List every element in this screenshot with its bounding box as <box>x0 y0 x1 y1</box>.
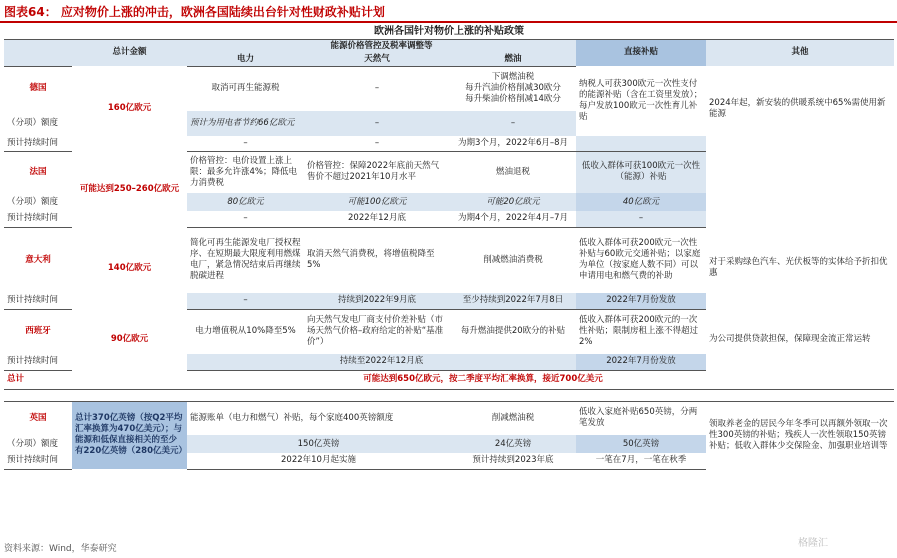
germany-fuel: 下调燃油税 每升汽油价格削减30欧分 每升柴油价格削减14欧分 <box>465 72 561 105</box>
spain-country: 西班牙 <box>25 326 51 337</box>
spain-fuel: 每升燃油提供20欧分的补贴 <box>460 326 566 337</box>
germany-duration-fuel: 为期3个月，2022年6月–8月 <box>450 136 576 151</box>
italy-gas: 取消天然气消费税，将增值税降至5% <box>307 249 435 271</box>
italy-country: 意大利 <box>25 254 51 265</box>
italy-fuel: 削减燃油消费税 <box>483 254 543 265</box>
header-energy-group: 能源价格管控及税率调整等 <box>187 39 576 53</box>
france-duration-elec: – <box>187 211 304 227</box>
header-row-1 <box>4 39 894 53</box>
germany-elec: 取消可再生能源税 <box>211 83 280 94</box>
germany-row <box>4 66 894 111</box>
spain-other: 为公司提供贷款担保，保障现金流正常运转 <box>709 334 871 344</box>
header-other: 其他 <box>706 39 894 66</box>
germany-total: 160亿欧元 <box>107 103 152 113</box>
france-country: 法国 <box>29 166 47 177</box>
uk-amount-label: （分项）额度 <box>7 438 59 449</box>
germany-duration-label: 预计持续时间 <box>4 136 72 151</box>
watermark-logo: 格隆汇 <box>798 538 828 549</box>
france-total: 可能达到250–260亿欧元 <box>79 183 180 194</box>
subsidy-policy-table <box>4 24 894 470</box>
italy-row <box>4 227 894 293</box>
uk-total: 总计370亿英镑（按Q2平均汇率换算为470亿美元）；与能源和低保直接相关的至少有220亿英镑（280亿美元） <box>72 401 187 469</box>
uk-fuel: 削减燃油税 <box>450 401 576 435</box>
germany-amount-elec: 预计为用电者节约66亿欧元 <box>187 111 304 136</box>
header-gas: 天然气 <box>304 53 450 67</box>
spain-duration-energy: 持续至2022年12月底 <box>187 354 576 370</box>
france-duration-gas: 2022年12月底 <box>304 211 450 227</box>
germany-amount-fuel: – <box>450 111 576 136</box>
france-duration-fuel: 为期4个月，2022年4月–7月 <box>450 211 576 227</box>
table-title: 欧洲各国针对物价上涨的补贴政策 <box>374 25 525 37</box>
france-amount-elec: 80亿欧元 <box>187 193 304 211</box>
germany-direct: 纳税人可获300欧元一次性支付的能源补贴（含在工资里发放）；每户发放100欧元一次性育儿补贴 <box>579 79 703 122</box>
spain-row <box>4 309 894 354</box>
header-electricity: 电力 <box>187 53 304 67</box>
source-note: 资料来源：Wind，华泰研究 <box>4 544 117 554</box>
uk-duration-direct: 一笔在7月，一笔在秋季 <box>576 453 706 469</box>
header-direct-subsidy: 直接补贴 <box>576 39 706 66</box>
uk-duration-label: 预计持续时间 <box>4 453 72 469</box>
germany-other: 2024年起，新安装的供暖系统中65%需使用新能源 <box>709 97 886 119</box>
germany-amount-gas: – <box>304 111 450 136</box>
spain-direct: 低收入群体可获200欧元的一次性补贴；限制房租上涨不得超过2% <box>579 315 699 348</box>
summary-row <box>4 370 894 389</box>
summary-label: 总计 <box>4 370 72 389</box>
france-row <box>4 151 894 193</box>
uk-amount-direct: 50亿英镑 <box>576 435 706 453</box>
france-gas: 价格管控：保障2022年底前天然气售价不超过2021年10月水平 <box>307 161 440 183</box>
germany-gas: – <box>374 83 380 94</box>
italy-direct: 低收入群体可获200欧元一次性补贴与60欧元交通补贴；以家庭为单位（按家庭人数不同）可以申请用电和燃气费的补助 <box>579 238 701 282</box>
spacer-row <box>4 389 894 401</box>
table-title-row <box>4 24 894 39</box>
spain-total: 90亿欧元 <box>110 334 149 344</box>
uk-other: 领取养老金的居民今年冬季可以再额外领取一次性300英镑的补贴；残疾人一次性领取150英镑补贴；低收入群体少交保险金、加强职业培训等 <box>706 401 894 469</box>
germany-duration-elec: – <box>187 136 304 151</box>
germany-amount-label: （分项）额度 <box>7 118 59 128</box>
france-duration-direct: – <box>576 211 706 227</box>
italy-duration-direct: 2022年7月份发放 <box>576 293 706 309</box>
france-amount-fuel: 可能20亿欧元 <box>450 193 576 211</box>
figure-title: 图表64： 应对物价上涨的冲击，欧洲各国陆续出台针对性财政补贴计划 <box>4 5 385 19</box>
france-amount-label: （分项）额度 <box>7 196 59 207</box>
spain-elec: 电力增值税从10%降至5% <box>195 326 296 337</box>
header-total-amount: 总计金额 <box>72 39 187 66</box>
header-divider <box>0 21 897 23</box>
uk-duration-elec-gas: 2022年10月起实施 <box>187 453 450 469</box>
uk-amount-elec-gas: 150亿英镑 <box>187 435 450 453</box>
summary-value: 可能达到650亿欧元，按二季度平均汇率换算，接近700亿美元 <box>72 370 894 389</box>
figure-header <box>0 0 897 22</box>
france-elec: 价格管控：电价设置上涨上限：最多允许涨4%；降低电力消费税 <box>190 155 297 188</box>
france-duration-label: 预计持续时间 <box>4 211 72 227</box>
italy-duration-gas: 持续到2022年9月底 <box>304 293 450 309</box>
italy-elec: 简化可再生能源发电厂授权程序、在短期最大限度利用燃煤电厂，紧急情况结束后再继续脱碳进程 <box>190 238 301 282</box>
france-direct: 低收入群体可获100欧元一次性（能源）补贴 <box>576 151 706 193</box>
italy-total: 140亿欧元 <box>107 262 152 273</box>
germany-duration-gas: – <box>304 136 450 151</box>
germany-country: 德国 <box>29 83 47 94</box>
italy-other: 对于采购绿色汽车、光伏板等的实体给予折扣优惠 <box>709 257 888 278</box>
uk-country: 英国 <box>4 401 72 435</box>
uk-amount-fuel: 24亿英镑 <box>450 435 576 453</box>
spain-duration-label: 预计持续时间 <box>4 354 72 370</box>
spain-duration-direct: 2022年7月份发放 <box>576 354 706 370</box>
spain-gas: 向天然气发电厂商支付价差补贴（市场天然气价格–政府给定的补贴“基准价”） <box>307 315 444 348</box>
italy-duration-fuel: 至少持续到2022年7月8日 <box>450 293 576 309</box>
france-amount-direct: 40亿欧元 <box>576 193 706 211</box>
uk-row <box>4 401 894 435</box>
uk-duration-fuel: 预计持续到2023年底 <box>450 453 576 469</box>
uk-direct: 低收入家庭补贴650英镑，分两笔发放 <box>576 401 706 435</box>
header-fuel: 燃油 <box>450 53 576 67</box>
italy-duration-elec: – <box>187 293 304 309</box>
uk-elec-gas: 能源账单（电力和燃气）补贴，每个家庭400英镑额度 <box>187 401 450 435</box>
france-amount-gas: 可能100亿欧元 <box>304 193 450 211</box>
italy-duration-label: 预计持续时间 <box>4 293 72 309</box>
france-fuel: 燃油退税 <box>495 166 530 177</box>
